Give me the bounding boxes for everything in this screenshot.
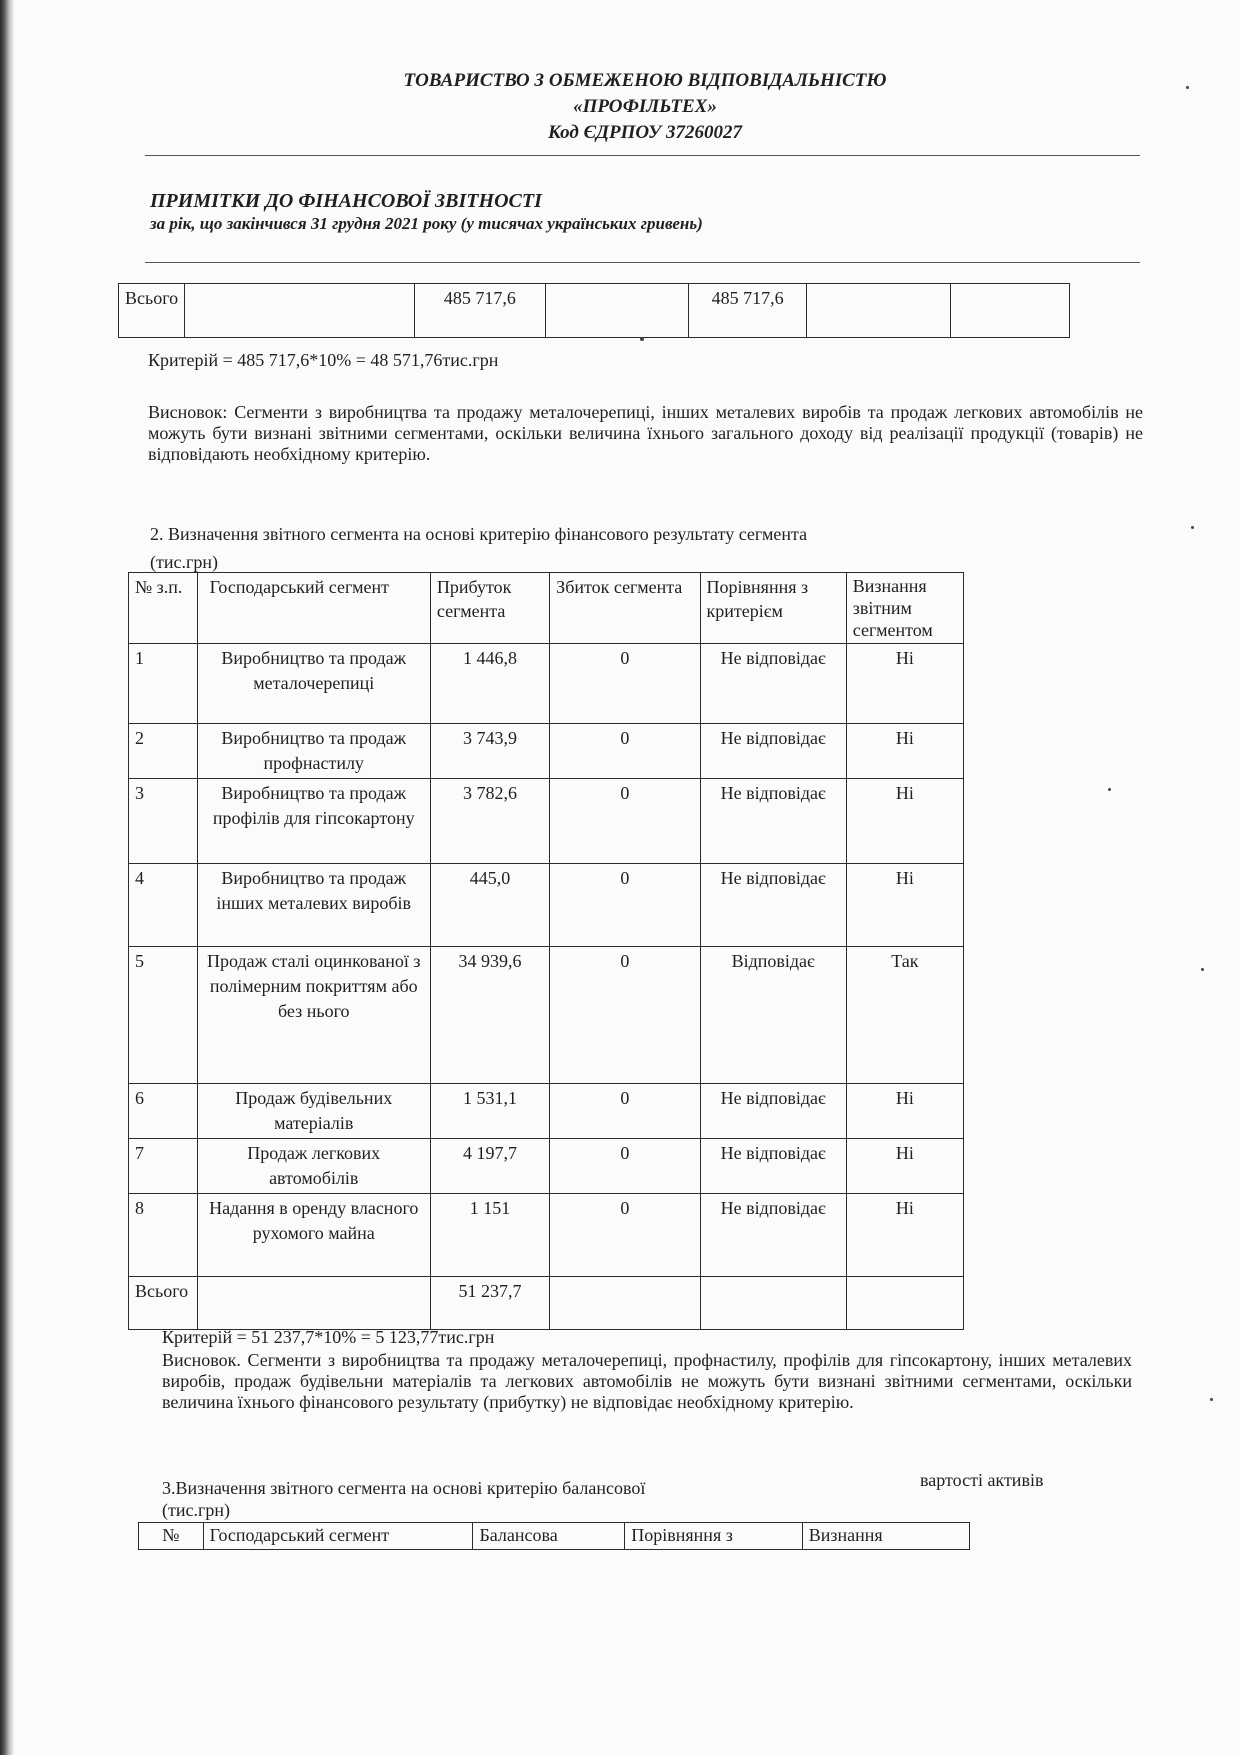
col-loss: Збиток сегмента xyxy=(550,573,700,644)
scan-speck xyxy=(1210,1398,1213,1401)
segment-name: Виробництво та продаж інших металевих виробів xyxy=(197,864,430,947)
segment-profit: 4 197,7 xyxy=(430,1139,549,1194)
company-code: Код ЄДРПОУ 37260027 xyxy=(547,122,743,143)
criterion-comparison: Не відповідає xyxy=(700,724,846,779)
criterion-comparison: Не відповідає xyxy=(700,779,846,864)
notes-title: ПРИМІТКИ ДО ФІНАНСОВОЇ ЗВІТНОСТІ xyxy=(150,190,542,212)
criterion-comparison: Не відповідає xyxy=(700,1084,846,1139)
col-recognition: Визнання xyxy=(802,1523,969,1550)
scan-speck xyxy=(1201,968,1204,971)
segment-profit: 445,0 xyxy=(430,864,549,947)
table-header-row xyxy=(139,1523,970,1550)
segment-loss: 0 xyxy=(550,644,700,724)
row-number: 6 xyxy=(129,1084,198,1139)
segment-recognition: Ні xyxy=(846,724,963,779)
segment-loss: 0 xyxy=(550,1084,700,1139)
col-segment: Господарський сегмент xyxy=(203,1523,473,1550)
criterion-1: Критерій = 485 717,6*10% = 48 571,76тис.грн xyxy=(148,350,499,370)
segment-recognition: Ні xyxy=(846,1084,963,1139)
segment-name: Виробництво та продаж металочерепиці xyxy=(197,644,430,724)
total-profit: 51 237,7 xyxy=(430,1277,549,1330)
table-row xyxy=(129,1139,964,1194)
table-cell xyxy=(197,1277,430,1330)
row-number: 2 xyxy=(129,724,198,779)
scan-speck xyxy=(1186,86,1189,89)
table-row xyxy=(129,947,964,1084)
segment-loss: 0 xyxy=(550,864,700,947)
col-book-value: Балансова xyxy=(473,1523,625,1550)
notes-subtitle: за рік, що закінчився 31 грудня 2021 року (у тисячах українських гривень) xyxy=(150,214,703,233)
segment-profit: 1 531,1 xyxy=(430,1084,549,1139)
table-total-row xyxy=(129,1277,964,1330)
table-cell xyxy=(700,1277,846,1330)
total-label: Всього xyxy=(129,1277,198,1330)
col-profit: Прибуток сегмента xyxy=(430,573,549,644)
segment-name: Продаж сталі оцинкованої з полімерним покриттям або без нього xyxy=(197,947,430,1084)
criterion-comparison: Не відповідає xyxy=(700,864,846,947)
row-number: 3 xyxy=(129,779,198,864)
criterion-comparison: Не відповідає xyxy=(700,1194,846,1277)
segment-profit: 34 939,6 xyxy=(430,947,549,1084)
table-cell xyxy=(550,1277,700,1330)
segment-loss: 0 xyxy=(550,724,700,779)
segment-recognition: Ні xyxy=(846,779,963,864)
segment-profit: 1 151 xyxy=(430,1194,549,1277)
subtitle-rule xyxy=(145,262,1140,263)
table-row xyxy=(129,1084,964,1139)
segment-loss: 0 xyxy=(550,1194,700,1277)
table-cell: 485 717,6 xyxy=(688,284,807,338)
scan-speck xyxy=(640,337,644,341)
company-name: ТОВАРИСТВО З ОБМЕЖЕНОЮ ВІДПОВІДАЛЬНІСТЮ xyxy=(403,70,887,91)
segment-recognition: Ні xyxy=(846,1194,963,1277)
total-label: Всього xyxy=(119,284,185,338)
col-recognition: Визнання звітним сегментом xyxy=(846,573,963,644)
row-number: 5 xyxy=(129,947,198,1084)
row-number: 7 xyxy=(129,1139,198,1194)
segment-assets-table xyxy=(138,1522,970,1550)
table-cell xyxy=(846,1277,963,1330)
segment-name: Виробництво та продаж профілів для гіпсокартону xyxy=(197,779,430,864)
col-comparison: Порівняння з критерієм xyxy=(700,573,846,644)
table-row xyxy=(129,724,964,779)
criterion-comparison: Не відповідає xyxy=(700,1139,846,1194)
company-short-name: «ПРОФІЛЬТЕХ» xyxy=(573,96,717,117)
table-header-row xyxy=(129,573,964,644)
table1-total-fragment xyxy=(118,283,1070,338)
criterion-2: Критерій = 51 237,7*10% = 5 123,77тис.грн xyxy=(162,1327,495,1347)
table-cell xyxy=(545,284,688,338)
segment-profit-table xyxy=(128,572,964,1330)
table-cell: 485 717,6 xyxy=(415,284,545,338)
section2-heading: 2. Визначення звітного сегмента на основі критерію фінансового результату сегмента xyxy=(150,524,808,544)
segment-profit: 1 446,8 xyxy=(430,644,549,724)
section3-heading: 3.Визначення звітного сегмента на основі критерію балансової xyxy=(162,1478,646,1498)
table-row xyxy=(129,864,964,947)
section2-unit: (тис.грн) xyxy=(150,552,218,572)
table-row xyxy=(119,284,1070,338)
col-number: № з.п. xyxy=(129,573,198,644)
table-cell xyxy=(950,284,1069,338)
row-number: 1 xyxy=(129,644,198,724)
col-comparison: Порівняння з xyxy=(625,1523,802,1550)
table-row xyxy=(129,1194,964,1277)
table-cell xyxy=(185,284,415,338)
section3-unit: (тис.грн) xyxy=(162,1500,230,1520)
header-rule xyxy=(145,155,1140,156)
segment-name: Продаж легкових автомобілів xyxy=(197,1139,430,1194)
table-row xyxy=(129,779,964,864)
segment-name: Виробництво та продаж профнастилу xyxy=(197,724,430,779)
segment-recognition: Так xyxy=(846,947,963,1084)
scan-speck xyxy=(1108,788,1111,791)
table-cell xyxy=(807,284,950,338)
row-number: 8 xyxy=(129,1194,198,1277)
conclusion-2: Висновок. Сегменти з виробництва та продажу металочерепиці, профнастилу, профілів для гіпсокартону, інших металевих виробів, продаж будівельни матеріалів та легкових автомобілів не можуть бути визнані звітними сегментами, оскільки величина їхнього фінансового результату (прибутку) не відповідає необхідному критерію. xyxy=(162,1350,1132,1412)
criterion-comparison: Відповідає xyxy=(700,947,846,1084)
segment-loss: 0 xyxy=(550,947,700,1084)
segment-recognition: Ні xyxy=(846,1139,963,1194)
segment-recognition: Ні xyxy=(846,644,963,724)
segment-name: Надання в оренду власного рухомого майна xyxy=(197,1194,430,1277)
segment-name: Продаж будівельних матеріалів xyxy=(197,1084,430,1139)
segment-recognition: Ні xyxy=(846,864,963,947)
section3-heading-tail: вартості активів xyxy=(920,1470,1044,1490)
col-segment: Господарський сегмент xyxy=(197,573,430,644)
segment-profit: 3 782,6 xyxy=(430,779,549,864)
segment-profit: 3 743,9 xyxy=(430,724,549,779)
segment-loss: 0 xyxy=(550,779,700,864)
criterion-comparison: Не відповідає xyxy=(700,644,846,724)
scan-speck xyxy=(1191,526,1194,529)
segment-loss: 0 xyxy=(550,1139,700,1194)
row-number: 4 xyxy=(129,864,198,947)
col-number: № xyxy=(139,1523,204,1550)
conclusion-1: Висновок: Сегменти з виробництва та продажу металочерепиці, інших металевих виробів та продаж легкових автомобілів не можуть бути визнані звітними сегментами, оскільки величина їхнього загального доходу від реалізації продукції (товарів) не відповідають необхідному критерію. xyxy=(148,402,1143,464)
scan-edge xyxy=(0,0,14,1755)
table-row xyxy=(129,644,964,724)
